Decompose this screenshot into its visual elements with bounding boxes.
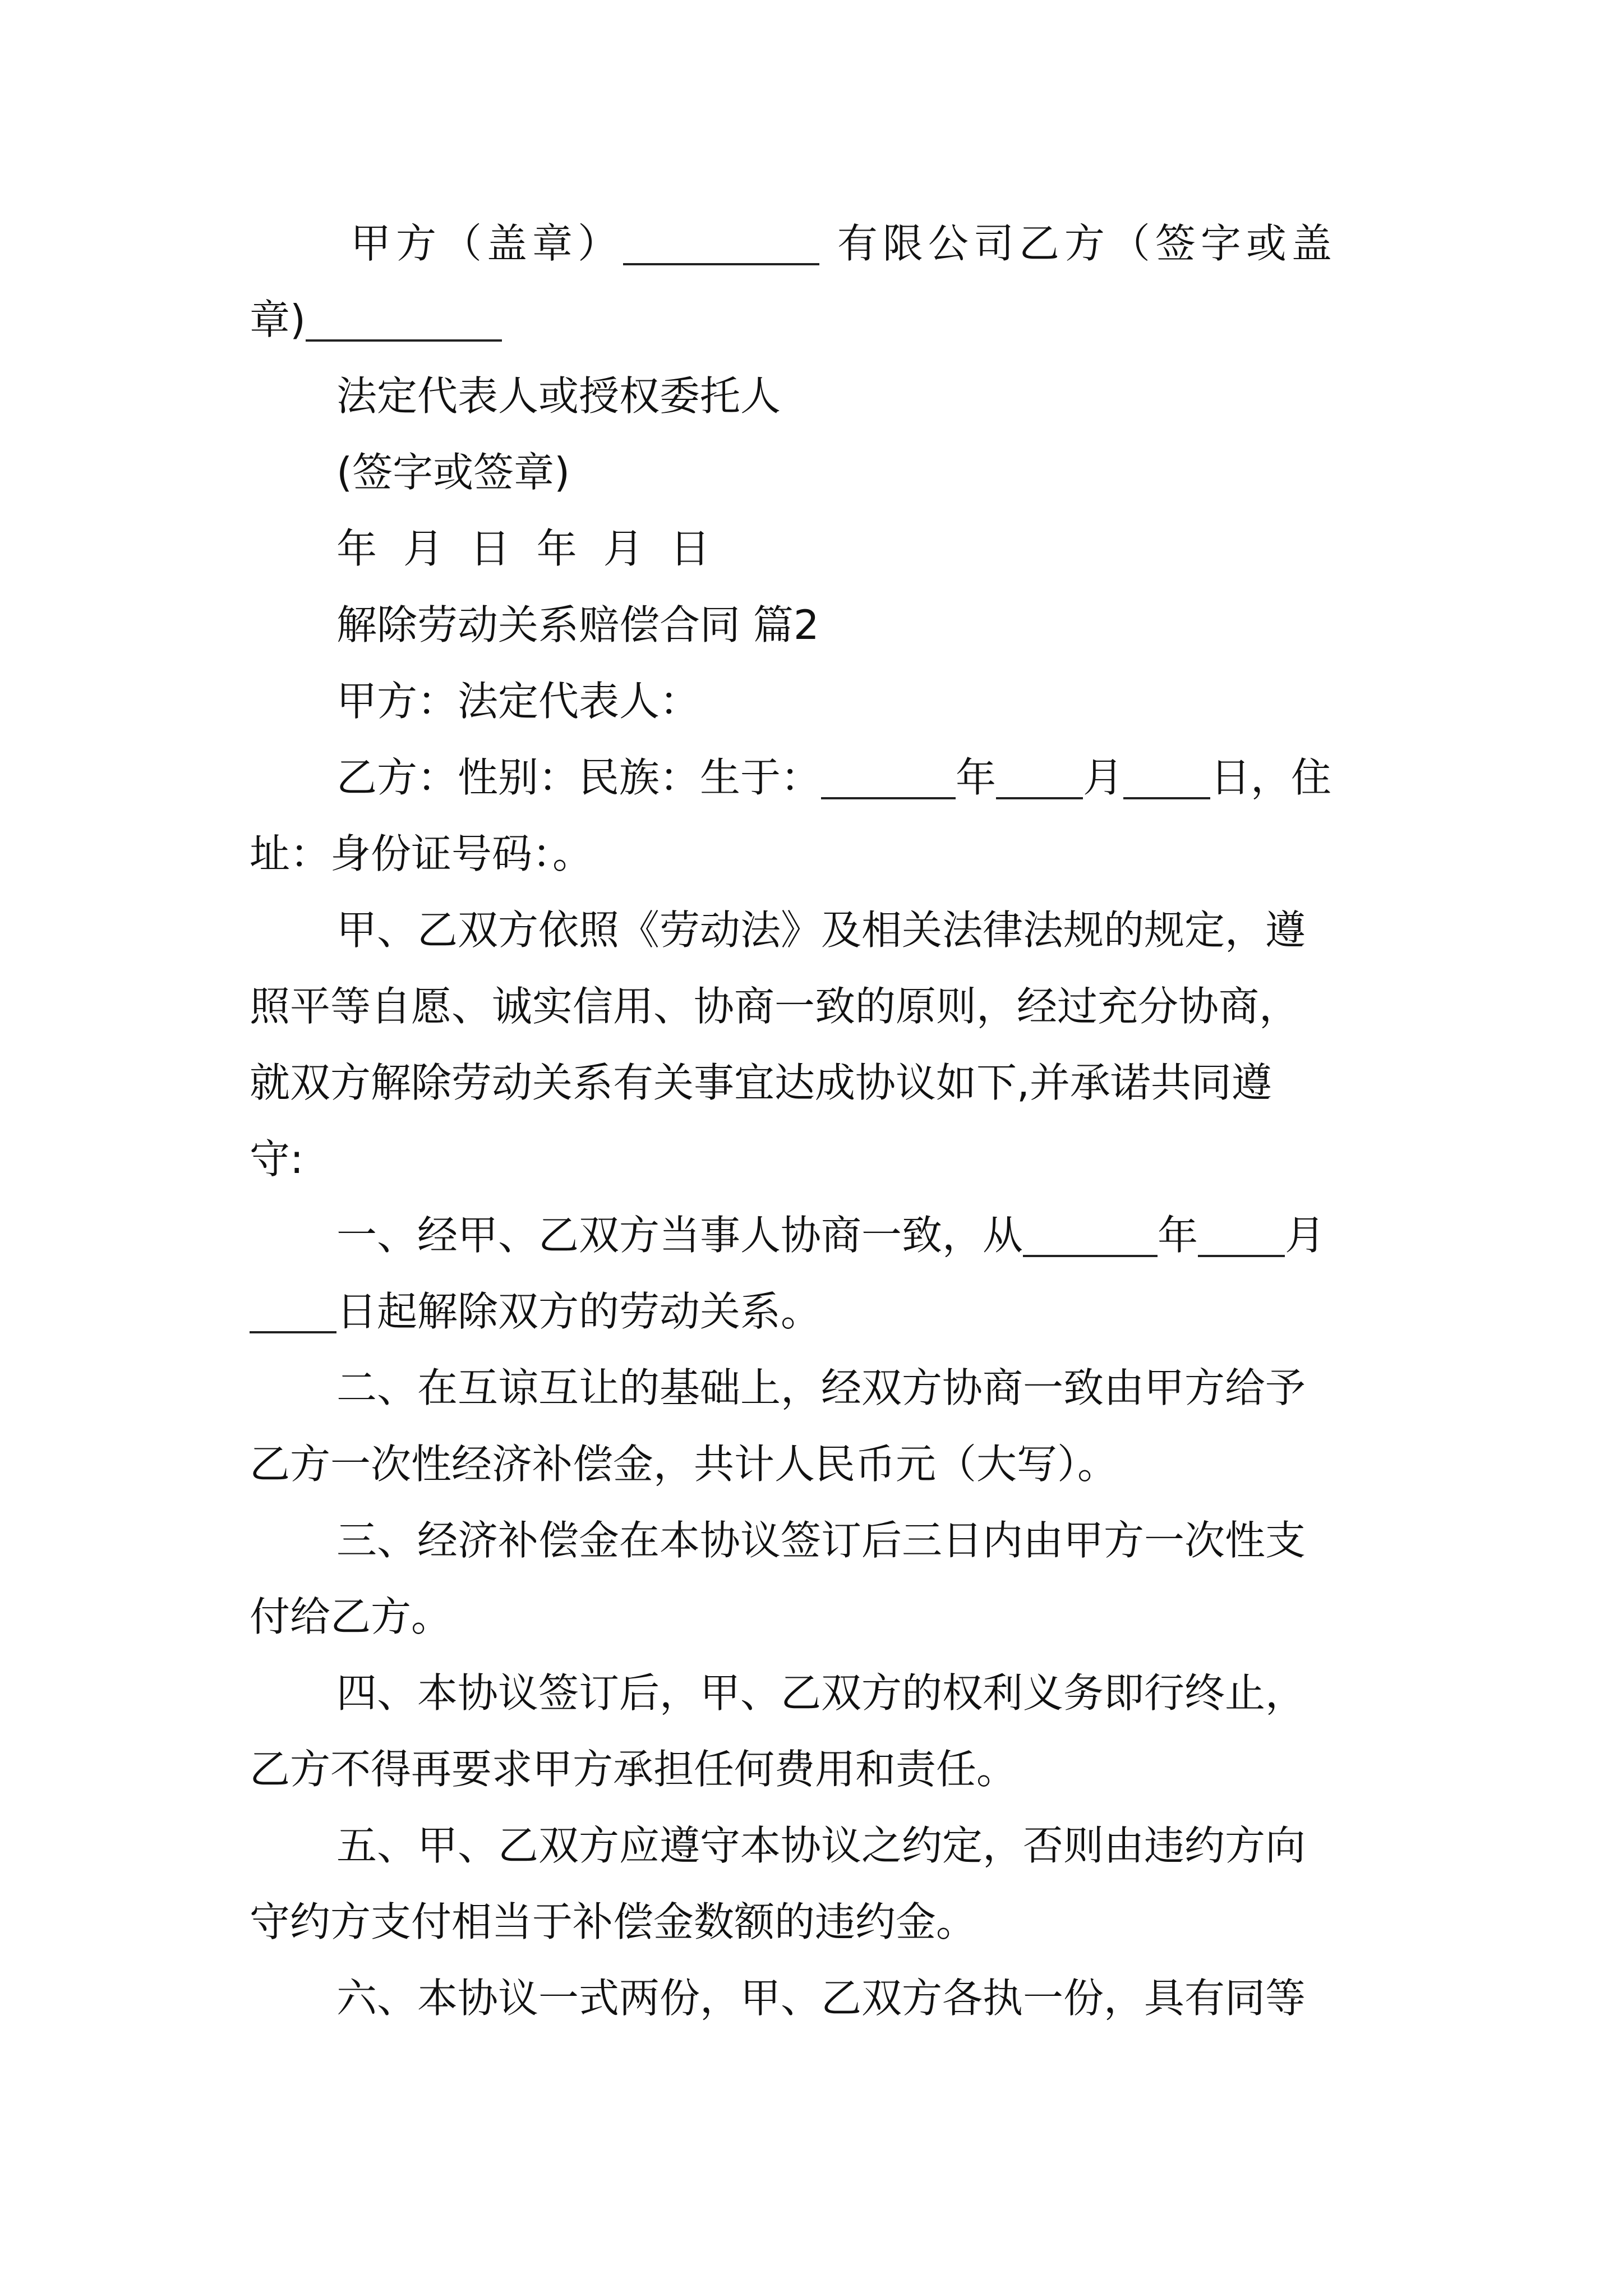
clause-1-line: 一、经甲、乙双方当事人协商一致，从 年 月 bbox=[336, 1212, 1326, 1259]
blank-underline bbox=[1198, 1255, 1285, 1257]
signature-line-party-a: 甲方（盖章） 有限公司乙方（签字或盖 bbox=[351, 220, 1337, 267]
clause-2-line: 乙方一次性经济补偿金，共计人民币元（大写）。 bbox=[250, 1441, 1118, 1488]
sign-note-line: (签字或签章) bbox=[336, 449, 570, 496]
signature-line-party-b: 章) bbox=[250, 292, 502, 348]
clause-4-line: 乙方不得再要求甲方承担任何费用和责任。 bbox=[250, 1746, 1017, 1793]
blank-underline bbox=[623, 263, 819, 265]
clause-3-line: 三、经济补偿金在本协议签订后三日内由甲方一次性支 bbox=[336, 1517, 1306, 1564]
party-b-address-line: 址：身份证号码：。 bbox=[250, 830, 593, 877]
party-b-line: 乙方：性别：民族：生于： 年 月 日，住 bbox=[336, 754, 1332, 801]
clause-2-line: 二、在互谅互让的基础上，经双方协商一致由甲方给予 bbox=[336, 1364, 1306, 1411]
legal-representative-line: 法定代表人或授权委托人 bbox=[336, 372, 781, 420]
blank-underline bbox=[1123, 797, 1210, 799]
clause-6-line: 六、本协议一式两份，甲、乙双方各执一份，具有同等 bbox=[336, 1975, 1306, 2022]
clause-5-line: 五、甲、乙双方应遵守本协议之约定，否则由违约方向 bbox=[336, 1822, 1306, 1869]
date-line: 年 月 日 年 月 日 bbox=[336, 525, 711, 572]
blank-underline bbox=[306, 339, 502, 342]
paragraph-line: 就双方解除劳动关系有关事宜达成协议如下,并承诺共同遵 bbox=[250, 1059, 1272, 1106]
clause-3-line: 付给乙方。 bbox=[250, 1593, 452, 1640]
blank-underline bbox=[996, 797, 1083, 799]
clause-4-line: 四、本协议签订后，甲、乙双方的权利义务即行终止， bbox=[336, 1669, 1306, 1717]
clause-5-line: 守约方支付相当于补偿金数额的违约金。 bbox=[250, 1898, 977, 1945]
paragraph-line: 守: bbox=[250, 1135, 304, 1182]
party-a-line: 甲方：法定代表人： bbox=[336, 678, 700, 725]
blank-underline bbox=[1023, 1255, 1158, 1257]
clause-1-line: 日起解除双方的劳动关系。 bbox=[250, 1283, 821, 1340]
paragraph-line: 照平等自愿、诚实信用、协商一致的原则，经过充分协商， bbox=[250, 983, 1300, 1030]
section-title: 解除劳动关系赔偿合同 篇2 bbox=[336, 601, 819, 648]
blank-underline bbox=[250, 1331, 336, 1333]
paragraph-line: 甲、乙双方依照《劳动法》及相关法律法规的规定，遵 bbox=[336, 907, 1306, 954]
blank-underline bbox=[821, 797, 956, 799]
